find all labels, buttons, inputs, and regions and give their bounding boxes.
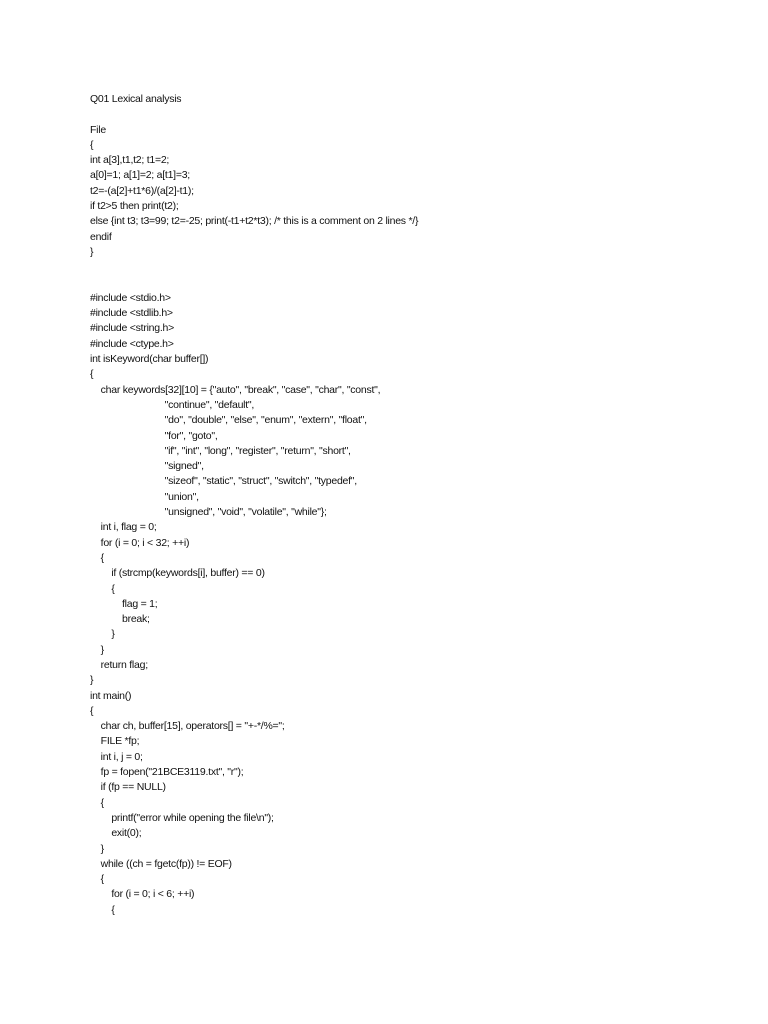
blank-line: [90, 107, 750, 122]
file-line: }: [90, 245, 94, 258]
code-line: "sizeof", "static", "struct", "switch", "typedef",: [90, 475, 357, 488]
code-line: "signed",: [90, 460, 204, 473]
code-line: int i, j = 0;: [90, 750, 143, 763]
code-line: for (i = 0; i < 6; ++i): [90, 888, 195, 901]
code-line: FILE *fp;: [90, 735, 140, 748]
code-line: {: [90, 873, 104, 886]
code-line: break;: [90, 613, 150, 626]
code-line: fp = fopen("21BCE3119.txt", "r");: [90, 766, 244, 779]
code-line: printf("error while opening the file\n");: [90, 811, 274, 824]
code-line: char keywords[32][10] = {"auto", "break", "case", "char", "const",: [90, 383, 381, 396]
code-line: }: [90, 643, 104, 656]
code-line: {: [90, 704, 94, 717]
code-line: #include <string.h>: [90, 322, 174, 335]
code-listing: [90, 291, 750, 918]
code-line: #include <stdio.h>: [90, 291, 171, 304]
file-line: t2=-(a[2]+t1*6)/(a[2]-t1);: [90, 184, 194, 197]
code-line: int isKeyword(char buffer[]): [90, 353, 209, 366]
file-line: File: [90, 123, 106, 136]
file-line: {: [90, 138, 94, 151]
code-line: int i, flag = 0;: [90, 521, 157, 534]
code-line: if (strcmp(keywords[i], buffer) == 0): [90, 567, 265, 580]
code-line: #include <ctype.h>: [90, 337, 174, 350]
code-line: {: [90, 903, 115, 916]
code-line: {: [90, 796, 104, 809]
code-line: }: [90, 628, 115, 641]
file-section: [90, 123, 750, 261]
code-line: exit(0);: [90, 827, 142, 840]
code-line: #include <stdlib.h>: [90, 307, 173, 320]
code-line: {: [90, 582, 115, 595]
code-line: "union",: [90, 490, 199, 503]
code-line: return flag;: [90, 658, 148, 671]
code-line: "if", "int", "long", "register", "return", "short",: [90, 444, 351, 457]
file-line: endif: [90, 230, 112, 243]
document-title: Q01 Lexical analysis: [90, 93, 182, 105]
code-line: while ((ch = fgetc(fp)) != EOF): [90, 857, 232, 870]
file-line: int a[3],t1,t2; t1=2;: [90, 154, 170, 167]
code-line: }: [90, 842, 104, 855]
file-line: a[0]=1; a[1]=2; a[t1]=3;: [90, 169, 190, 182]
code-line: "unsigned", "void", "volatile", "while"};: [90, 506, 327, 519]
code-line: "for", "goto",: [90, 429, 218, 442]
file-line: if t2>5 then print(t2);: [90, 200, 179, 213]
code-line: "do", "double", "else", "enum", "extern", "float",: [90, 414, 367, 427]
code-line: char ch, buffer[15], operators[] = "+-*/%=";: [90, 720, 285, 733]
code-line: for (i = 0; i < 32; ++i): [90, 536, 190, 549]
blank-gap: [90, 260, 750, 291]
code-line: int main(): [90, 689, 132, 702]
file-line: else {int t3; t3=99; t2=-25; print(-t1+t2*t3); /* this is a comment on 2 lines */}: [90, 215, 419, 228]
code-line: flag = 1;: [90, 597, 158, 610]
code-line: }: [90, 674, 94, 687]
code-line: {: [90, 551, 104, 564]
code-line: "continue", "default",: [90, 398, 255, 411]
document-body: [90, 92, 750, 918]
code-line: {: [90, 368, 94, 381]
code-line: if (fp == NULL): [90, 781, 166, 794]
